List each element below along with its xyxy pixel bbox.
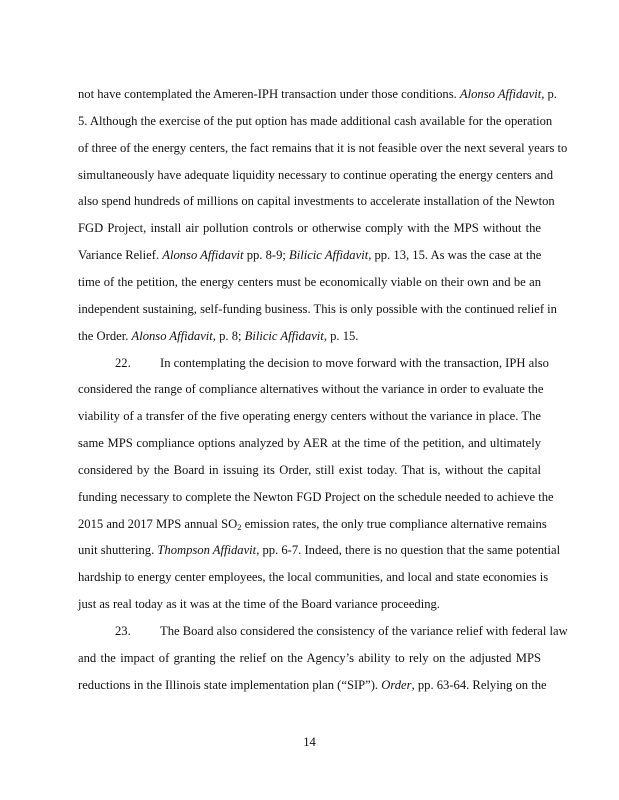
text-run: 2015 and 2017 MPS annual SO xyxy=(78,516,238,531)
text-run: not have contemplated the Ameren-IPH transaction under those conditions. xyxy=(78,87,460,101)
citation: Alonso Affidavit xyxy=(459,87,542,101)
subscript: 2 xyxy=(237,521,242,532)
text-line xyxy=(78,651,541,666)
text-run: unit shuttering. xyxy=(78,543,158,558)
text-line xyxy=(78,301,557,317)
text-line xyxy=(78,221,541,236)
text-line xyxy=(78,87,557,102)
citation: Bilicic Affidavit xyxy=(244,328,324,343)
text-line xyxy=(78,597,541,612)
text-run: simultaneously have adequate liquidity necessary to continue operating the energy centers and xyxy=(78,167,554,182)
text-run: also spend hundreds of millions on capital investments to accelerate installation of the Newton xyxy=(78,194,555,209)
text-run: and the impact of granting the relief on the Agency’s ability to rely on the adjusted MPS xyxy=(78,650,541,665)
text-line xyxy=(160,624,568,639)
text-run: funding necessary to complete the Newton FGD Project on the schedule needed to achieve the xyxy=(78,489,554,504)
citation: Order xyxy=(381,677,412,692)
text-run: hardship to energy center employees, the local communities, and local and state economies is xyxy=(78,570,549,585)
text-run: , p. 8; xyxy=(212,328,245,343)
text-line xyxy=(78,677,547,693)
text-line xyxy=(78,140,568,156)
text-run: viability of a transfer of the five operating energy centers without the variance in place. The xyxy=(78,409,541,424)
text-line xyxy=(78,489,554,505)
paragraph-number: 22. xyxy=(115,355,131,370)
text-line xyxy=(78,248,541,263)
text-run: FGD Project, install air pollution controls or otherwise comply with the MPS without the xyxy=(78,221,541,236)
text-run: Variance Relief. xyxy=(78,248,163,263)
text-run: considered the range of compliance alternatives without the variance in order to evaluate the xyxy=(78,382,544,397)
text-run: , pp. 13, 15. As was the case at the xyxy=(368,248,542,263)
text-run: , p. xyxy=(541,87,557,101)
citation: Thompson Affidavit xyxy=(157,543,257,558)
text-run: just as real today as it was at the time of the Board variance proceeding. xyxy=(78,597,440,612)
text-run: considered by the Board in issuing its Order, still exist today. That is, without the capital xyxy=(78,462,541,477)
text-run: of three of the energy centers, the fact remains that it is not feasible over the next several years to xyxy=(78,140,568,155)
text-line xyxy=(78,543,561,558)
text-line xyxy=(78,463,541,478)
text-line xyxy=(78,113,553,129)
text-run: , pp. 6-7. Indeed, there is no question that the same potential xyxy=(256,543,561,558)
text-line xyxy=(160,355,549,371)
text-run: reductions in the Illinois state implementation plan (“SIP”). xyxy=(78,677,382,692)
text-run: , pp. 63-64. Relying on the xyxy=(411,677,547,692)
text-run: pp. 8-9; xyxy=(243,248,290,263)
citation: Alonso Affidavit xyxy=(162,248,244,263)
text-line xyxy=(78,409,541,424)
text-run: emission rates, the only true compliance alternative remains xyxy=(241,516,547,531)
page-number: 14 xyxy=(303,735,316,749)
text-line xyxy=(78,167,554,183)
text-run: time of the petition, the energy centers must be economically viable on their own and be an xyxy=(78,274,541,289)
text-run: , p. 15. xyxy=(323,328,359,343)
text-run: independent sustaining, self-funding business. This is only possible with the continued relief in xyxy=(78,301,557,316)
text-line xyxy=(78,382,544,397)
text-run: the Order. xyxy=(78,328,132,343)
text-line xyxy=(78,329,541,344)
text-run: same MPS compliance options analyzed by AER at the time of the petition, and ultimately xyxy=(78,436,541,451)
text-run: 5. Although the exercise of the put option has made additional cash available for the operation xyxy=(78,113,553,128)
text-run: In contemplating the decision to move forward with the transaction, IPH also xyxy=(160,355,549,370)
text-line xyxy=(78,516,547,532)
citation: Bilicic Affidavit xyxy=(289,248,369,263)
text-line xyxy=(78,570,549,585)
text-run: The Board also considered the consistency of the variance relief with federal law xyxy=(160,624,568,638)
text-line xyxy=(78,194,555,209)
text-line xyxy=(78,275,541,290)
citation: Alonso Affidavit xyxy=(131,328,213,343)
paragraph-number: 23. xyxy=(115,624,131,638)
text-line xyxy=(78,436,541,451)
